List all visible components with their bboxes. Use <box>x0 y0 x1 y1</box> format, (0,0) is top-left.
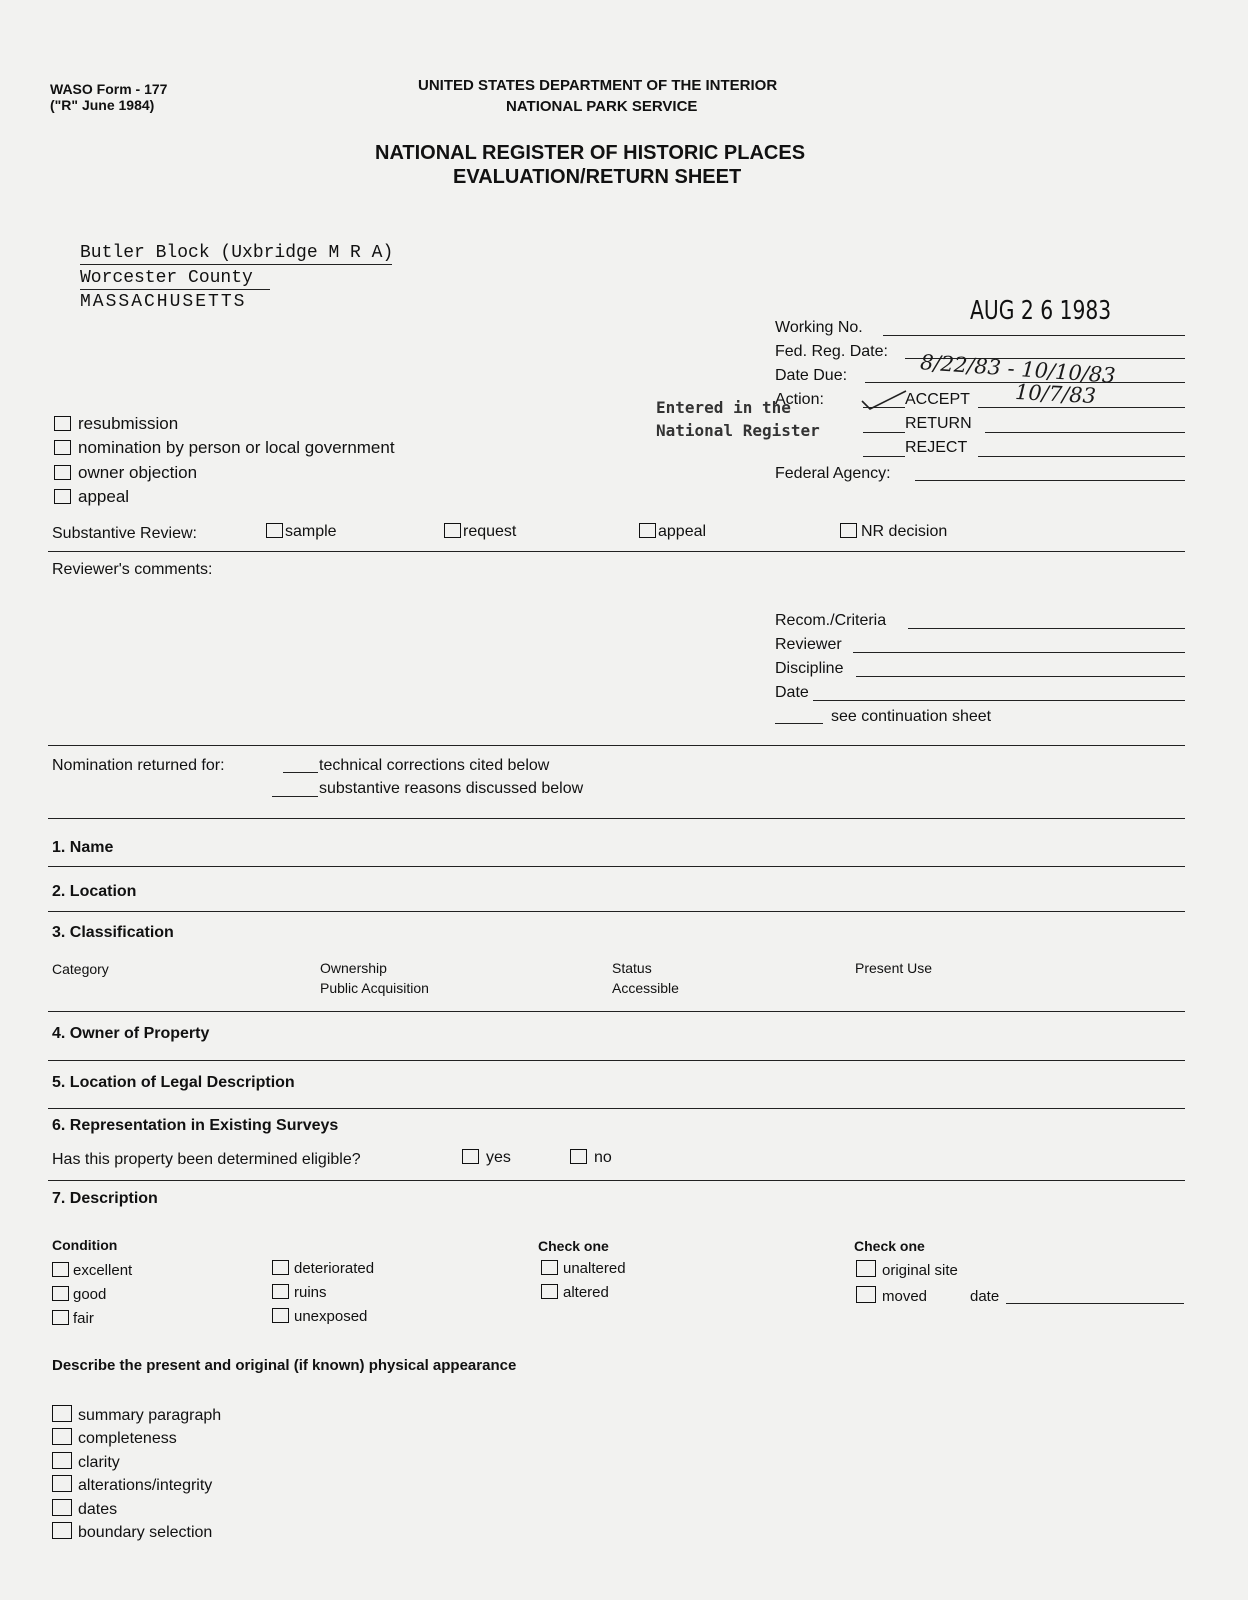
option-label: request <box>463 523 517 540</box>
substantive-sample[interactable] <box>266 523 337 541</box>
appearance-item[interactable] <box>52 1522 212 1542</box>
present-use-label: Present Use <box>855 960 933 976</box>
checkbox-icon[interactable] <box>52 1475 72 1492</box>
option-label: summary paragraph <box>78 1407 222 1424</box>
reviewer-line[interactable] <box>853 652 1185 653</box>
section-name: 1. Name <box>52 839 114 856</box>
divider <box>48 1108 1185 1109</box>
option-label: original site <box>882 1262 958 1279</box>
option-label: clarity <box>78 1454 120 1471</box>
option-label: excellent <box>73 1262 133 1279</box>
checkbox-icon[interactable] <box>52 1452 72 1469</box>
category-label: Category <box>52 961 109 977</box>
divider <box>48 745 1185 746</box>
form-id: WASO Form - 177 <box>50 81 168 97</box>
form-subtitle: EVALUATION/RETURN SHEET <box>453 166 742 188</box>
divider <box>48 866 1185 867</box>
option-label: deteriorated <box>294 1260 375 1277</box>
altered-option[interactable] <box>541 1284 609 1301</box>
checkbox-icon[interactable] <box>52 1522 72 1539</box>
option-label: yes <box>486 1149 511 1166</box>
checkbox-icon[interactable] <box>52 1310 69 1325</box>
option-label: completeness <box>78 1430 177 1447</box>
checkbox-icon[interactable] <box>639 523 656 538</box>
property-county: Worcester County <box>80 268 253 288</box>
checkbox-icon[interactable] <box>52 1428 72 1445</box>
federal-agency-line[interactable] <box>915 480 1185 481</box>
checkbox-icon[interactable] <box>272 1284 289 1299</box>
eligible-question: Has this property been determined eligible? <box>52 1151 361 1168</box>
option-label: ruins <box>294 1284 327 1301</box>
appearance-heading: Describe the present and original (if known) physical appearance <box>52 1357 517 1374</box>
option-label: unaltered <box>563 1260 626 1277</box>
substantive-reasons-label: substantive reasons discussed below <box>319 780 584 797</box>
option-label: NR decision <box>861 523 948 540</box>
divider <box>48 818 1185 819</box>
section-description: 7. Description <box>52 1190 158 1207</box>
appearance-item[interactable] <box>52 1475 212 1495</box>
option-label: nomination by person or local government <box>78 438 395 457</box>
date-due-label: Date Due: <box>775 367 848 384</box>
property-state: MASSACHUSETTS <box>80 292 247 312</box>
eligible-no[interactable] <box>570 1149 612 1167</box>
checkbox-icon[interactable] <box>856 1260 876 1277</box>
option-owner-objection[interactable] <box>54 463 197 483</box>
moved-option[interactable] <box>856 1286 927 1305</box>
condition-label: Condition <box>52 1237 118 1253</box>
action-label: Action: <box>775 391 824 408</box>
checkbox-icon[interactable] <box>272 1260 289 1275</box>
checkbox-icon[interactable] <box>266 523 283 538</box>
review-date-label: Date <box>775 684 809 701</box>
action-date-handwritten: 10/7/83 <box>1014 379 1097 409</box>
section-location: 2. Location <box>52 883 137 900</box>
checkbox-icon[interactable] <box>570 1149 587 1164</box>
condition-deteriorated[interactable] <box>272 1260 374 1277</box>
option-label: owner objection <box>78 463 198 482</box>
option-label: altered <box>563 1284 609 1301</box>
eligible-yes[interactable] <box>462 1149 511 1167</box>
fed-reg-date-label: Fed. Reg. Date: <box>775 343 888 360</box>
review-date-line[interactable] <box>813 700 1185 701</box>
entered-stamp-line1: Entered in the <box>656 398 791 417</box>
checkbox-icon[interactable] <box>52 1499 72 1516</box>
form-title: NATIONAL REGISTER OF HISTORIC PLACES <box>375 142 806 164</box>
checkbox-icon[interactable] <box>52 1405 72 1422</box>
reviewer-label: Reviewer <box>775 636 842 653</box>
appearance-item[interactable] <box>52 1452 120 1472</box>
public-acquisition-label: Public Acquisition <box>320 980 429 996</box>
check-one-label: Check one <box>854 1238 925 1254</box>
appearance-item[interactable] <box>52 1428 177 1448</box>
returned-for-label: Nomination returned for: <box>52 757 225 774</box>
checkbox-icon[interactable] <box>856 1286 876 1303</box>
technical-blank[interactable] <box>283 772 318 773</box>
checkmark-icon <box>860 389 910 411</box>
checkbox-icon[interactable] <box>444 523 461 538</box>
federal-agency-label: Federal Agency: <box>775 465 891 482</box>
condition-ruins[interactable] <box>272 1284 327 1301</box>
reject-blank[interactable] <box>863 456 905 457</box>
substantive-request[interactable] <box>444 523 516 541</box>
property-name-underline <box>80 264 392 265</box>
checkbox-icon[interactable] <box>54 489 71 504</box>
condition-fair[interactable] <box>52 1310 94 1327</box>
divider <box>48 911 1185 912</box>
substantive-review-label: Substantive Review: <box>52 525 197 542</box>
accessible-label: Accessible <box>612 980 679 996</box>
option-nomination[interactable] <box>54 438 395 458</box>
divider <box>48 1180 1185 1181</box>
substantive-blank[interactable] <box>272 796 318 797</box>
checkbox-icon[interactable] <box>541 1260 558 1275</box>
accept-label: ACCEPT <box>905 391 970 408</box>
checkbox-icon[interactable] <box>462 1149 479 1164</box>
return-line[interactable] <box>985 432 1185 433</box>
property-county-underline <box>80 289 270 290</box>
property-name: Butler Block (Uxbridge M R A) <box>80 243 394 263</box>
unaltered-option[interactable] <box>541 1260 626 1277</box>
option-label: sample <box>285 523 337 540</box>
status-label: Status <box>612 960 652 976</box>
date-due-handwritten: 8/22/83 - 10/10/83 <box>919 350 1117 388</box>
checkbox-icon[interactable] <box>54 416 71 431</box>
option-label: good <box>73 1286 107 1303</box>
divider <box>48 1011 1185 1012</box>
condition-unexposed[interactable] <box>272 1308 367 1325</box>
reviewers-comments-label: Reviewer's comments: <box>52 561 213 578</box>
option-label: alterations/integrity <box>78 1477 213 1494</box>
checkbox-icon[interactable] <box>840 523 857 538</box>
discipline-line[interactable] <box>856 676 1185 677</box>
checkbox-icon[interactable] <box>52 1262 69 1277</box>
option-label: moved <box>882 1288 928 1305</box>
option-label: no <box>594 1149 612 1166</box>
checkbox-icon[interactable] <box>541 1284 558 1299</box>
entered-stamp-line2: National Register <box>656 421 820 440</box>
working-no-label: Working No. <box>775 319 863 336</box>
section-surveys: 6. Representation in Existing Surveys <box>52 1117 339 1134</box>
condition-excellent[interactable] <box>52 1262 132 1279</box>
working-no-line[interactable] <box>883 335 1185 336</box>
option-label: boundary selection <box>78 1524 213 1541</box>
reject-line[interactable] <box>978 456 1185 457</box>
option-label: appeal <box>78 487 130 506</box>
received-date-stamp: AUG 2 6 1983 <box>970 296 1112 326</box>
appearance-item[interactable] <box>52 1405 221 1425</box>
divider <box>48 1060 1185 1061</box>
agency-name: NATIONAL PARK SERVICE <box>506 98 698 115</box>
option-label: resubmission <box>78 414 179 433</box>
original-site-option[interactable] <box>856 1260 958 1279</box>
option-label: dates <box>78 1501 118 1518</box>
option-label: appeal <box>658 523 707 540</box>
ownership-label: Ownership <box>320 960 387 976</box>
option-resubmission[interactable] <box>54 414 178 434</box>
recom-criteria-line[interactable] <box>908 628 1185 629</box>
technical-label: technical corrections cited below <box>319 757 550 774</box>
reject-label: REJECT <box>905 439 968 456</box>
option-label: fair <box>73 1310 94 1327</box>
recom-criteria-label: Recom./Criteria <box>775 612 887 629</box>
continuation-label: see continuation sheet <box>831 708 992 725</box>
substantive-appeal[interactable] <box>639 523 706 541</box>
department-name: UNITED STATES DEPARTMENT OF THE INTERIOR <box>418 77 778 94</box>
condition-good[interactable] <box>52 1286 106 1303</box>
checkbox-icon[interactable] <box>54 465 71 480</box>
return-blank[interactable] <box>863 432 905 433</box>
section-legal-description: 5. Location of Legal Description <box>52 1074 295 1091</box>
discipline-label: Discipline <box>775 660 844 677</box>
substantive-nr-decision[interactable] <box>840 523 947 541</box>
option-appeal[interactable] <box>54 487 129 507</box>
check-one-label: Check one <box>538 1238 609 1254</box>
return-label: RETURN <box>905 415 972 432</box>
continuation-blank[interactable] <box>775 723 823 724</box>
checkbox-icon[interactable] <box>52 1286 69 1301</box>
section-owner: 4. Owner of Property <box>52 1025 210 1042</box>
moved-date-line[interactable] <box>1006 1303 1184 1304</box>
checkbox-icon[interactable] <box>54 440 71 455</box>
option-label: unexposed <box>294 1308 368 1325</box>
divider <box>48 551 1185 552</box>
checkbox-icon[interactable] <box>272 1308 289 1323</box>
section-classification: 3. Classification <box>52 924 174 941</box>
appearance-item[interactable] <box>52 1499 117 1519</box>
form-revision: ("R" June 1984) <box>50 97 155 113</box>
moved-date-label: date <box>970 1288 1000 1305</box>
